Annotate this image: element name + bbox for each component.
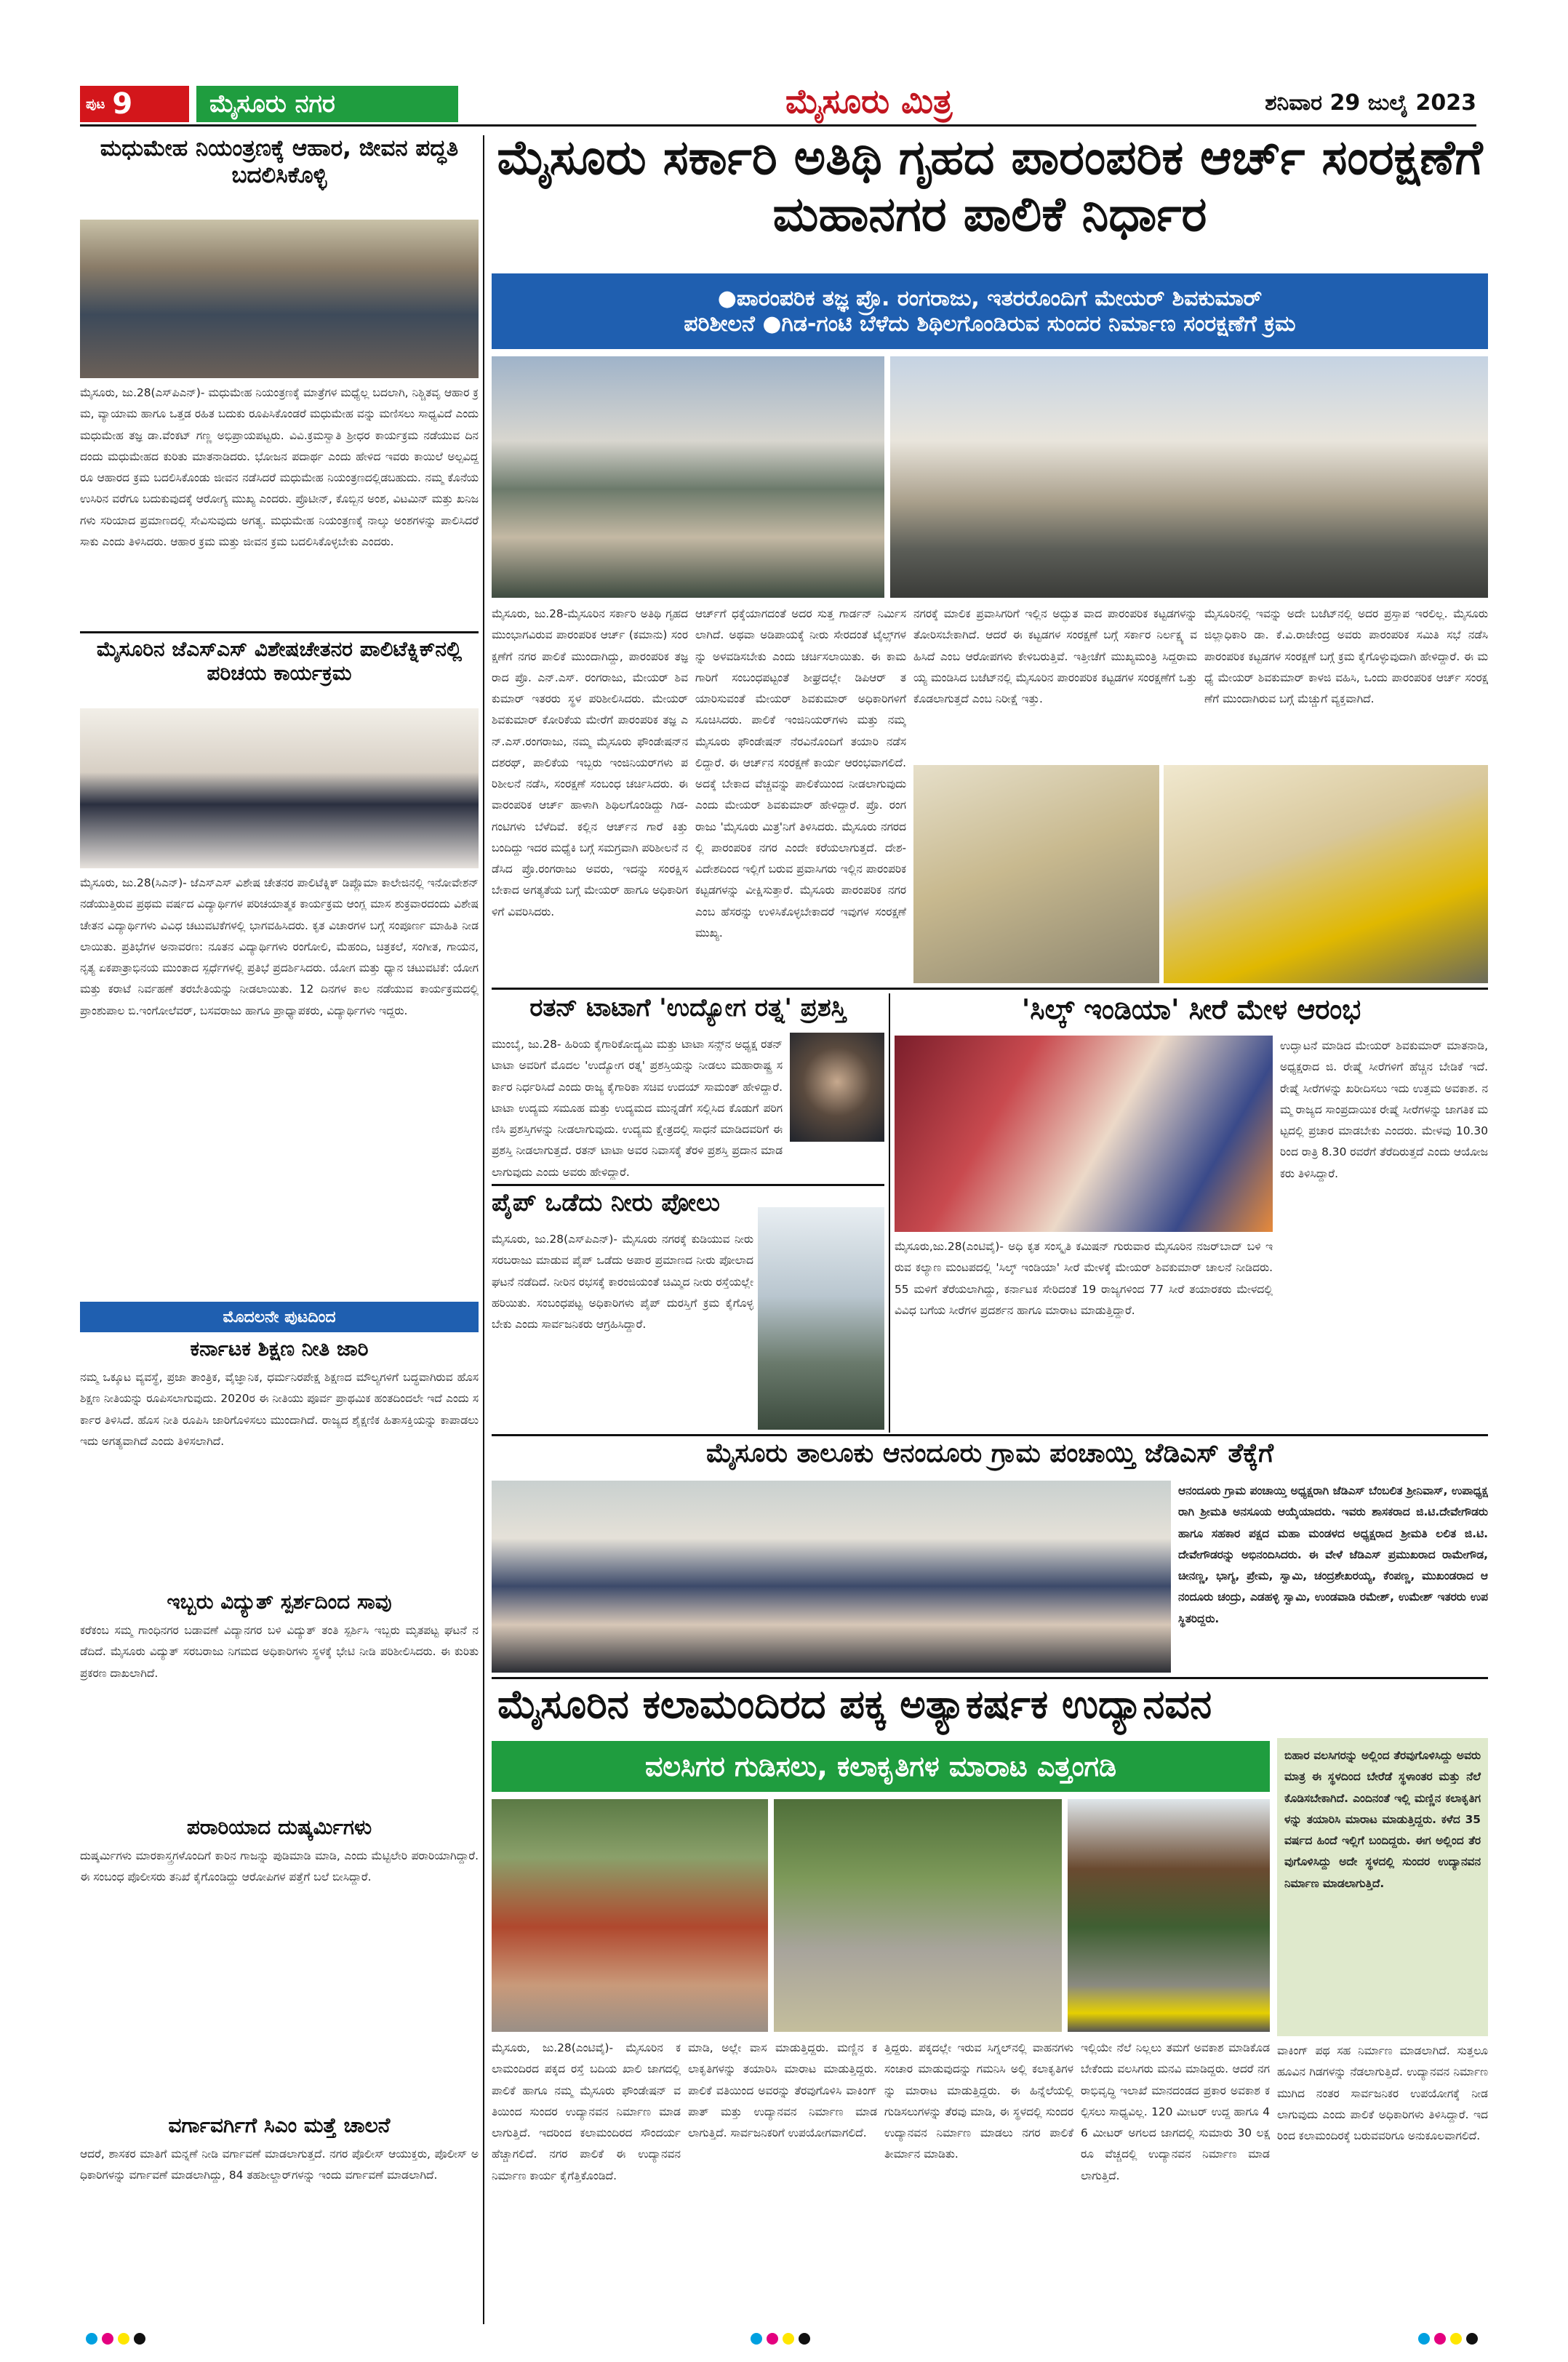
garden-body-col3: ತ್ತಿದ್ದರು. ಪಕ್ಕದಲ್ಲೇ ಇರುವ ಸಿಗ್ನಲ್‌ನಲ್ಲಿ ವಾಹನಗಳು ಸಂಚಾರ ಮಾಡುವುದನ್ನು ಗಮನಿಸಿ ಅಲ್ಲಿ ಕಲಾಕೃತಿಗಳನ್ನು ಮಾರಾಟ ಮಾಡುತ್ತಿದ್ದರು. ಈ ಹಿನ್ನೆಲೆಯಲ್ಲಿ ಗುಡಿಸಲುಗಳನ್ನು ತೆರವು ಮಾಡಿ, ಈ ಸ್ಥಳದಲ್ಲಿ ಸುಂದರ ಉದ್ಯಾನವನ ನಿರ್ಮಾಣ ಮಾಡಲು ನಗರ ಪಾಲಿಕೆ ತೀರ್ಮಾನ ಮಾಡಿತು.	[884, 2041, 1073, 2161]
lead-subhead-line-1: ●ಪಾರಂಪರಿಕ ತಜ್ಞ ಪ್ರೊ. ರಂಗರಾಜು, ಇತರರೊಂದಿಗೆ ಮೇಯರ್ ಶಿವಕುಮಾರ್	[717, 286, 1263, 311]
diabetes-photo	[80, 220, 479, 378]
tata-photo	[790, 1033, 884, 1142]
issue-date: ಶನಿವಾರ 29 ಜುಲೈ 2023	[1265, 90, 1476, 116]
lead-body-col1: ಮೈಸೂರು, ಜು.28-ಮೈಸೂರಿನ ಸರ್ಕಾರಿ ಅತಿಥಿ ಗೃಹದ ಮುಂಭಾಗವಿರುವ ಪಾರಂಪರಿಕ ಆರ್ಚ್ (ಕಮಾನು) ಸಂರಕ್ಷಣೆಗೆ ನಗರ ಪಾಲಿಕೆ ಮುಂದಾಗಿದ್ದು, ಪಾರಂಪರಿಕ ತಜ್ಞರಾದ ಪ್ರೊ. ಎನ್.ಎಸ್. ರಂಗರಾಜು, ಮೇಯರ್ ಶಿವಕುಮಾರ್ ಇತರರು ಸ್ಥಳ ಪರಿಶೀಲಿಸಿದರು. ಮೇಯರ್ ಶಿವಕುಮಾರ್ ಕೋರಿಕೆಯ ಮೇರೆಗೆ ಪಾರಂಪರಿಕ ತಜ್ಞ ಎನ್.ಎಸ್.ರಂಗರಾಜು, ನಮ್ಮ ಮೈಸೂರು ಫೌಂಡೇಷನ್‌ನ ದಶರಥ್, ಪಾಲಿಕೆಯ ಇಬ್ಬರು ಇಂಜಿನಿಯರ್‌ಗಳು ಪರಿಶೀಲನೆ ನಡೆಸಿ, ಸಂರಕ್ಷಣೆ ಸಂಬಂಧ ಚರ್ಚಿಸಿದರು. ಈ ವಾರಂಪರಿಕ ಆರ್ಚ್ ಹಾಳಾಗಿ ಶಿಥಿಲಗೊಂಡಿದ್ದು ಗಿಡ-ಗಂಟಿಗಳು ಬೆಳೆದಿವೆ. ಕಲ್ಲಿನ ಆರ್ಚ್‌ನ ಗಾರೆ ಕಿತ್ತು ಬಂದಿದ್ದು ಇದರ ಮಧ್ಯೆಕಿ ಬಗ್ಗೆ ಸಮಗ್ರವಾಗಿ ಪರಿಶೀಲನೆ ನಡೆಸಿದ ಪ್ರೊ.ರಂಗರಾಜು ಅವರು, ಇದನ್ನು ಸಂರಕ್ಷಿಸಬೇಕಾದ ಅಗತ್ಯತೆಯ ಬಗ್ಗೆ ಮೇಯರ್ ಹಾಗೂ ಅಧಿಕಾರಿಗಳಿಗೆ ವಿವರಿಸಿದರು.	[492, 607, 688, 918]
pipe-headline: ಪೈಪ್ ಒಡೆದು ನೀರು ಪೋಲು	[492, 1188, 720, 1217]
silk-photo	[895, 1036, 1273, 1232]
divider	[492, 1434, 1488, 1436]
yellow-dot	[118, 2333, 129, 2345]
lead-body-col4: ಮೈಸೂರಿನಲ್ಲಿ ಇವನ್ನು ಅದೇ ಬಜೆಟ್‌ನಲ್ಲಿ ಅದರ ಪ್ರಸ್ತಾಪ ಇರಲಿಲ್ಲ. ಮೈಸೂರು ಜಿಲ್ಲಾಧಿಕಾರಿ ಡಾ. ಕೆ.ವಿ.ರಾಜೇಂದ್ರ ಅವರು ಪಾರಂಪರಿಕ ಸಮಿತಿ ಸಭೆ ನಡೆಸಿ ಪಾರಂಪರಿಕ ಕಟ್ಟಡಗಳ ಸಂರಕ್ಷಣೆ ಬಗ್ಗೆ ಕ್ರಮ ಕೈಗೊಳ್ಳುವುದಾಗಿ ಹೇಳಿದ್ದಾರೆ. ಈ ಮಧ್ಯೆ ಮೇಯರ್ ಶಿವಕುಮಾರ್ ಕಾಳಜಿ ವಹಿಸಿ, ಒಂದು ಪಾರಂಪರಿಕ ಆರ್ಚ್ ಸಂರಕ್ಷಣೆಗೆ ಮುಂದಾಗಿರುವ ಬಗ್ಗೆ ಮೆಚ್ಚುಗೆ ವ್ಯಕ್ತವಾಗಿದೆ.	[1204, 607, 1488, 706]
jss-photo	[80, 708, 479, 868]
divider	[492, 1184, 884, 1186]
yellow-dot	[783, 2333, 794, 2345]
jds-photo	[492, 1481, 1171, 1673]
page-label: ಪುಟ	[86, 96, 105, 112]
lead-photo-arch	[890, 356, 1488, 598]
garden-headline: ಮೈಸೂರಿನ ಕಲಾಮಂದಿರದ ಪಕ್ಕ ಅತ್ಯಾಕರ್ಷಕ ಉದ್ಯಾನವನ	[497, 1681, 1212, 1727]
cyan-dot	[751, 2333, 762, 2345]
lead-body-col3: ನಗರಕ್ಕೆ ಮಾಲಿಕ ಪ್ರವಾಸಿಗರಿಗೆ ಇಲ್ಲಿನ ಅದ್ಭುತ ವಾದ ಪಾರಂಪರಿಕ ಕಟ್ಟಡಗಳನ್ನು ತೋರಿಸಬೇಕಾಗಿದೆ. ಆದರೆ ಈ ಕಟ್ಟಡಗಳ ಸಂರಕ್ಷಣೆ ಬಗ್ಗೆ ಸರ್ಕಾರ ನಿರ್ಲಕ್ಷ್ಯ ವಹಿಸಿದೆ ಎಂಬ ಆರೋಪಗಳು ಕೇಳಿಬರುತ್ತಿವೆ. ಇತ್ತೀಚೆಗೆ ಮುಖ್ಯಮಂತ್ರಿ ಸಿದ್ದರಾಮಯ್ಯ ಮಂಡಿಸಿದ ಬಜೆಟ್‌ನಲ್ಲಿ ಮೈಸೂರಿನ ಪಾರಂಪರಿಕ ಕಟ್ಟಡಗಳ ಸಂರಕ್ಷಣೆಗೆ ಒತ್ತು ಕೊಡಲಾಗುತ್ತದೆ ಎಂಬ ನಿರೀಕ್ಷೆ ಇತ್ತು.	[913, 607, 1197, 706]
cyan-dot	[86, 2333, 97, 2345]
pipe-body: ಮೈಸೂರು, ಜು.28(ಎಸ್‌ಪಿಎನ್)- ಮೈಸೂರು ನಗರಕ್ಕೆ ಕುಡಿಯುವ ನೀರು ಸರಬರಾಜು ಮಾಡುವ ಪೈಪ್ ಒಡೆದು ಅಪಾರ ಪ್ರಮಾಣದ ನೀರು ಪೋಲಾದ ಘಟನೆ ನಡೆದಿದೆ. ನೀರಿನ ರಭಸಕ್ಕೆ ಕಾರಂಜಿಯಂತೆ ಚಿಮ್ಮಿದ ನೀರು ರಸ್ತೆಯಲ್ಲೇ ಹರಿಯಿತು. ಸಂಬಂಧಪಟ್ಟ ಅಧಿಕಾರಿಗಳು ಪೈಪ್ ದುರಸ್ತಿಗೆ ಕ್ರಮ ಕೈಗೊಳ್ಳಬೇಕು ಎಂದು ಸಾರ್ವಜನಿಕರು ಆಗ್ರಹಿಸಿದ್ದಾರೆ.	[492, 1233, 753, 1332]
jss-body: ಮೈಸೂರು, ಜು.28(ಸಿಎನ್)- ಜೆಎಸ್‌ಎಸ್ ವಿಶೇಷ ಚೇತನರ ಪಾಲಿಟೆಕ್ನಿಕ್ ಡಿಪ್ಲೊಮಾ ಕಾಲೇಜಿನಲ್ಲಿ ಇನೋವೇಶನ್ ನಡೆಯುತ್ತಿರುವ ಪ್ರಥಮ ವರ್ಷದ ವಿದ್ಯಾರ್ಥಿಗಳ ಪರಿಚಯಾತ್ಮಕ ಕಾರ್ಯಕ್ರಮ ಆಂಗ್ಲ ಮಾಸ ಶುಕ್ರವಾರದಂದು ವಿಶೇಷ ಚೇತನ ವಿದ್ಯಾರ್ಥಿಗಳು ವಿವಿಧ ಚಟುವಟಿಕೆಗಳಲ್ಲಿ ಭಾಗವಹಿಸಿದರು. ಕೃತ ವಿಚಾರಗಳ ಬಗ್ಗೆ ಸಂಪೂರ್ಣ ಮಾಹಿತಿ ನೀಡಲಾಯಿತು. ಪ್ರತಿಭೆಗಳ ಅನಾವರಣ: ನೂತನ ವಿದ್ಯಾರ್ಥಿಗಳು ರಂಗೋಲಿ, ಮೆಹಂದಿ, ಚಿತ್ರಕಲೆ, ಸಂಗೀತ, ಗಾಯನ, ನೃತ್ಯ ಏಕಪಾತ್ರಾಭಿನಯ ಮುಂತಾದ ಸ್ಪರ್ಧೆಗಳಲ್ಲಿ ಪ್ರತಿಭೆ ಪ್ರದರ್ಶಿಸಿದರು. ಯೋಗ ಮತ್ತು ಧ್ಯಾನ ಚಟುವಟಿಕೆ: ಯೋಗ ಮತ್ತು ಕರಾಟೆ ನಿರ್ವಹಣೆ ತರಬೇತಿಯನ್ನು ನೀಡಲಾಯಿತು. 12 ದಿನಗಳ ಕಾಲ ನಡೆಯುವ ಕಾರ್ಯಕ್ರಮದಲ್ಲಿ ಪ್ರಾಂಶುಪಾಲ ಬಿ.ಇಂಗೋಲೆವರ್, ಬಸವರಾಜು ಹಾಗೂ ಪ್ರಾಧ್ಯಾಪಕರು, ವಿದ್ಯಾರ್ಥಿಗಳು ಇದ್ದರು.	[80, 876, 479, 1017]
lead-photo-wall	[913, 765, 1159, 983]
black-dot	[134, 2333, 145, 2345]
jds-caption: ಆನಂದೂರು ಗ್ರಾಮ ಪಂಚಾಯ್ತಿ ಅಧ್ಯಕ್ಷರಾಗಿ ಜೆಡಿಎಸ್ ಬೆಂಬಲಿತ ಶ್ರೀನಿವಾಸ್, ಉಪಾಧ್ಯಕ್ಷರಾಗಿ ಶ್ರೀಮತಿ ಅನಸೂಯ ಆಯ್ಕೆಯಾದರು. ಇವರು ಶಾಸಕರಾದ ಜಿ.ಟಿ.ದೇವೇಗೌಡರು ಹಾಗೂ ಸಹಕಾರ ಪಕ್ಷದ ಮಹಾ ಮಂಡಳದ ಅಧ್ಯಕ್ಷರಾದ ಶ್ರೀಮತಿ ಲಲಿತ ಜಿ.ಟಿ.ದೇವೇಗೌಡರನ್ನು ಅಭಿನಂದಿಸಿದರು. ಈ ವೇಳೆ ಜೆಡಿಎಸ್ ಪ್ರಮುಖರಾದ ರಾಮೇಗೌಡ, ಚೀನಣ್ಣ, ಭಾಗ್ಯ, ಪ್ರೇಮ, ಸ್ವಾಮಿ, ಚಂದ್ರಶೇಖರಯ್ಯ, ಕೆಂಪಣ್ಣ, ಮುಖಂಡರಾದ ಆನಂದೂರು ಚಂದ್ರು, ಎಡಹಳ್ಳಿ ಸ್ವಾಮಿ, ಉಂಡವಾಡಿ ರಮೇಶ್, ಉಮೇಶ್ ಇತರರು ಉಪಸ್ಥಿತರಿದ್ದರು.	[1178, 1484, 1488, 1625]
magenta-dot	[767, 2333, 778, 2345]
lead-headline: ಮೈಸೂರು ಸರ್ಕಾರಿ ಅತಿಥಿ ಗೃಹದ ಪಾರಂಪರಿಕ ಆರ್ಚ್ ಸಂರಕ್ಷಣೆಗೆ ಮಹಾನಗರ ಪಾಲಿಕೆ ನಿರ್ಧಾರ	[497, 129, 1483, 242]
garden-body-col1: ಮೈಸೂರು, ಜು.28(ಎಂಟಿವೈ)- ಮೈಸೂರಿನ ಕಲಾಮಂದಿರದ ಪಕ್ಕದ ರಸ್ತೆ ಬದಿಯ ಖಾಲಿ ಜಾಗದಲ್ಲಿ ಪಾಲಿಕೆ ಹಾಗೂ ನಮ್ಮ ಮೈಸೂರು ಫೌಂಡೇಷನ್ ವತಿಯಿಂದ ಸುಂದರ ಉದ್ಯಾನವನ ನಿರ್ಮಾಣ ಮಾಡಲಾಗುತ್ತಿದೆ. ಇದರಿಂದ ಕಲಾಮಂದಿರದ ಸೌಂದರ್ಯ ಹೆಚ್ಚಾಗಲಿದೆ. ನಗರ ಪಾಲಿಕೆ ಈ ಉದ್ಯಾನವನ ನಿರ್ಮಾಣ ಕಾರ್ಯ ಕೈಗೆತ್ತಿಕೊಂಡಿದೆ.	[492, 2041, 681, 2182]
black-dot	[1466, 2333, 1478, 2345]
education-body: ನಮ್ಮ ಒಕ್ಕೂಟ ವ್ಯವಸ್ಥೆ, ಪ್ರಜಾ ತಾಂತ್ರಿಕ, ವೈಜ್ಞಾನಿಕ, ಧರ್ಮನಿರಪೇಕ್ಷ ಶಿಕ್ಷಣದ ಮೌಲ್ಯಗಳಿಗೆ ಬದ್ಧವಾಗಿರುವ ಹೊಸ ಶಿಕ್ಷಣ ನೀತಿಯನ್ನು ರೂಪಿಸಲಾಗುವುದು. 2020ರ ಈ ನೀತಿಯು ಪೂರ್ವ ಪ್ರಾಥಮಿಕ ಹಂತದಿಂದಲೇ ಇದೆ ಎಂದು ಸರ್ಕಾರ ತಿಳಿಸಿದೆ. ಹೊಸ ನೀತಿ ರೂಪಿಸಿ ಜಾರಿಗೊಳಿಸಲು ಮುಂದಾಗಿದೆ. ರಾಜ್ಯದ ಶೈಕ್ಷಣಿಕ ಹಿತಾಸಕ್ತಿಯನ್ನು ಕಾಪಾಡಲು ಇದು ಅಗತ್ಯವಾಗಿದೆ ಎಂದು ತಿಳಿಸಲಾಗಿದೆ.	[80, 1371, 479, 1448]
tata-headline: ರತನ್ ಟಾಟಾಗೆ 'ಉದ್ಯೋಗ ರತ್ನ' ಪ್ರಶಸ್ತಿ	[529, 993, 847, 1022]
continued-banner: ಮೊದಲನೇ ಪುಟದಿಂದ	[80, 1302, 479, 1332]
black-dot	[799, 2333, 810, 2345]
silk-body-1: ಮೈಸೂರು,ಜು.28(ಎಂಟಿವೈ)- ಅಧಿ ಕೃತ ಸಂಸ್ಕೃತಿ ಕಮಿಷನ್ ಗುರುವಾರ ಮೈಸೂರಿನ ನಜರ್‌ಬಾದ್ ಬಳಿ ಇರುವ ಕಲ್ಯಾಣ ಮಂಟಪದಲ್ಲಿ 'ಸಿಲ್ಕ್ ಇಂಡಿಯಾ' ಸೀರೆ ಮೇಳಕ್ಕೆ ಮೇಯರ್ ಶಿವಕುಮಾರ್ ಚಾಲನೆ ನೀಡಿದರು. 55 ಮಳಿಗೆ ತೆರೆಯಲಾಗಿದ್ದು, ಕರ್ನಾಟಕ ಸೇರಿದಂತೆ 19 ರಾಜ್ಯಗಳಿಂದ 77 ಸೀರೆ ತಯಾರಕರು ಮೇಳದಲ್ಲಿ ವಿವಿಧ ಬಗೆಯ ಸೀರೆಗಳ ಪ್ರದರ್ಶನ ಹಾಗೂ ಮಾರಾಟ ಮಾಡುತ್ತಿದ್ದಾರೆ.	[895, 1240, 1273, 1317]
education-headline: ಕರ್ನಾಟಕ ಶಿಕ್ಷಣ ನೀತಿ ಜಾರಿ	[190, 1337, 369, 1361]
column-rule	[889, 993, 890, 1433]
divider	[492, 988, 1488, 990]
cyan-dot	[1418, 2333, 1430, 2345]
cmyk-marks-left	[86, 2333, 150, 2347]
paper-name: ಮೈಸೂರು ಮಿತ್ರ	[785, 81, 953, 121]
garden-body-col5: ವಾಕಿಂಗ್ ಪಥ ಸಹ ನಿರ್ಮಾಣ ಮಾಡಲಾಗಿದೆ. ಸುತ್ತಲೂ ಹೂವಿನ ಗಿಡಗಳನ್ನು ನೆಡಲಾಗುತ್ತಿದೆ. ಉದ್ಯಾನವನ ನಿರ್ಮಾಣ ಮುಗಿದ ನಂತರ ಸಾರ್ವಜನಿಕರ ಉಪಯೋಗಕ್ಕೆ ನೀಡಲಾಗುವುದು ಎಂದು ಪಾಲಿಕೆ ಅಧಿಕಾರಿಗಳು ತಿಳಿಸಿದ್ದಾರೆ. ಇದರಿಂದ ಕಲಾಮಂದಿರಕ್ಕೆ ಬರುವವರಿಗೂ ಅನುಕೂಲವಾಗಲಿದೆ.	[1277, 2044, 1488, 2143]
section-name: ಮೈಸೂರು ನಗರ	[196, 86, 458, 122]
magenta-dot	[1434, 2333, 1446, 2345]
garden-body-col4: ಇಲ್ಲಿಯೇ ನೆಲೆ ನಿಲ್ಲಲು ತಮಗೆ ಅವಕಾಶ ಮಾಡಿಕೊಡಬೇಕೆಂದು ವಲಸಿಗರು ಮನವಿ ಮಾಡಿದ್ದರು. ಆದರೆ ನಗರಾಭಿವೃದ್ಧಿ ಇಲಾಖೆ ಮಾನದಂಡದ ಪ್ರಕಾರ ಅವಕಾಶ ಕಲ್ಪಿಸಲು ಸಾಧ್ಯವಿಲ್ಲ. 120 ಮೀಟರ್ ಉದ್ದ ಹಾಗೂ 46 ಮೀಟರ್ ಅಗಲದ ಜಾಗದಲ್ಲಿ ಸುಮಾರು 30 ಲಕ್ಷ ರೂ ವೆಚ್ಚದಲ್ಲಿ ಉದ್ಯಾನವನ ನಿರ್ಮಾಣ ಮಾಡಲಾಗುತ್ತಿದೆ.	[1081, 2041, 1270, 2182]
cmyk-marks-right	[1418, 2333, 1482, 2347]
yellow-dot	[1450, 2333, 1462, 2345]
page-number: 9	[112, 87, 133, 121]
tata-body: ಮುಂಬೈ, ಜು.28- ಹಿರಿಯ ಕೈಗಾರಿಕೋದ್ಯಮಿ ಮತ್ತು ಟಾಟಾ ಸನ್ಸ್‌ನ ಅಧ್ಯಕ್ಷ ರತನ್ ಟಾಟಾ ಅವರಿಗೆ ಮೊದಲ 'ಉದ್ಯೋಗ ರತ್ನ' ಪ್ರಶಸ್ತಿಯನ್ನು ನೀಡಲು ಮಹಾರಾಷ್ಟ್ರ ಸರ್ಕಾರ ನಿರ್ಧರಿಸಿದೆ ಎಂದು ರಾಜ್ಯ ಕೈಗಾರಿಕಾ ಸಚಿವ ಉದಯ್ ಸಾಮಂತ್ ಹೇಳಿದ್ದಾರೆ. ಟಾಟಾ ಉದ್ಯಮ ಸಮೂಹ ಮತ್ತು ಉದ್ಯಮದ ಮುನ್ನಡೆಗೆ ಸಲ್ಲಿಸಿದ ಕೊಡುಗೆ ಪರಿಗಣಿಸಿ ಪ್ರಶಸ್ತಿಗಳನ್ನು ನೀಡಲಾಗುವುದು. ಉದ್ಯಮ ಕ್ಷೇತ್ರದಲ್ಲಿ ಸಾಧನೆ ಮಾಡಿದವರಿಗೆ ಈ ಪ್ರಶಸ್ತಿ ನೀಡಲಾಗುತ್ತದೆ. ರತನ್ ಟಾಟಾ ಅವರ ನಿವಾಸಕ್ಕೆ ತೆರಳಿ ಪ್ರಶಸ್ತಿ ಪ್ರದಾನ ಮಾಡಲಾಗುವುದು ಎಂದು ಅವರು ಹೇಳಿದ್ದಾರೆ.	[492, 1038, 783, 1179]
cmyk-marks-center	[751, 2333, 815, 2347]
garden-photo-entrance	[1068, 1799, 1270, 2032]
garden-sidebar: ಬಿಹಾರ ವಲಸಿಗರನ್ನು ಅಲ್ಲಿಂದ ತೆರವುಗೊಳಿಸಿದ್ದು ಅವರು ಮಾತ್ರ ಈ ಸ್ಥಳದಿಂದ ಬೇರೆಡೆ ಸ್ಥಳಾಂತರ ಮತ್ತು ನೆಲೆ ಕೊಡಿಸಬೇಕಾಗಿದೆ. ಎಂದಿನಂತೆ ಇಲ್ಲಿ ಮಣ್ಣಿನ ಕಲಾಕೃತಿಗಳನ್ನು ತಯಾರಿಸಿ ಮಾರಾಟ ಮಾಡುತ್ತಿದ್ದರು. ಕಳೆದ 35 ವರ್ಷದ ಹಿಂದೆ ಇಲ್ಲಿಗೆ ಬಂದಿದ್ದರು. ಈಗ ಅಲ್ಲಿಂದ ತೆರವುಗೊಳಿಸಿದ್ದು ಅದೇ ಸ್ಥಳದಲ್ಲಿ ಸುಂದರ ಉದ್ಯಾನವನ ನಿರ್ಮಾಣ ಮಾಡಲಾಗುತ್ತಿದೆ.	[1277, 1738, 1488, 2036]
column-rule	[483, 135, 484, 2324]
garden-body-col2: ಮಾಡಿ, ಅಲ್ಲೇ ವಾಸ ಮಾಡುತ್ತಿದ್ದರು. ಮಣ್ಣಿನ ಕಲಾಕೃತಿಗಳನ್ನು ತಯಾರಿಸಿ ಮಾರಾಟ ಮಾಡುತ್ತಿದ್ದರು. ಪಾಲಿಕೆ ವತಿಯಿಂದ ಅವರನ್ನು ತೆರವುಗೊಳಿಸಿ ವಾಕಿಂಗ್ ಪಾತ್ ಮತ್ತು ಉದ್ಯಾನವನ ನಿರ್ಮಾಣ ಮಾಡಲಾಗುತ್ತಿದೆ. ಸಾರ್ವಜನಿಕರಿಗೆ ಉಪಯೋಗವಾಗಲಿದೆ.	[688, 2041, 877, 2140]
silk-headline: 'ಸಿಲ್ಕ್ ಇಂಡಿಯಾ' ಸೀರೆ ಮೇಳ ಆರಂಭ	[1021, 993, 1361, 1025]
magenta-dot	[102, 2333, 113, 2345]
lead-photo-inspection	[492, 356, 884, 598]
transfer-body: ಆದರೆ, ಶಾಸಕರ ಮಾತಿಗೆ ಮನ್ನಣೆ ನೀಡಿ ವರ್ಗಾವಣೆ ಮಾಡಲಾಗುತ್ತದೆ. ನಗರ ಪೊಲೀಸ್ ಆಯುಕ್ತರು, ಪೊಲೀಸ್ ಅಧಿಕಾರಿಗಳನ್ನು ವರ್ಗಾವಣೆ ಮಾಡಲಾಗಿದ್ದು, 84 ತಹಶೀಲ್ದಾರ್‌ಗಳನ್ನು ಇಂದು ವರ್ಗಾವಣೆ ಮಾಡಲಾಗಿದೆ.	[80, 2147, 479, 2182]
jds-headline: ಮೈಸೂರು ತಾಲೂಕು ಆನಂದೂರು ಗ್ರಾಮ ಪಂಚಾಯ್ತಿ ಜೆಡಿಎಸ್ ತೆಕ್ಕೆಗೆ	[705, 1438, 1274, 1468]
jss-headline: ಮೈಸೂರಿನ ಜೆಎಸ್‌ಎಸ್ ವಿಶೇಷಚೇತನರ ಪಾಲಿಟೆಕ್ನಿಕ್‌ನಲ್ಲಿ ಪರಿಚಯ ಕಾರ್ಯಕ್ರಮ	[96, 637, 463, 686]
lead-body-col2: ಆರ್ಚ್‌ಗೆ ಧಕ್ಕೆಯಾಗದಂತೆ ಅದರ ಸುತ್ತ ಗಾರ್ಡನ್ ನಿರ್ಮಿಸಲಾಗಿದೆ. ಅಥವಾ ಅಡಿಪಾಯಕ್ಕೆ ನೀರು ಸೇರದಂತೆ ಟೈಲ್ಸ್‌ಗಳನ್ನು ಅಳವಡಿಸಬೇಕು ಎಂದು ಚರ್ಚಿಸಲಾಯಿತು. ಈ ಕಾಮಗಾರಿಗೆ ಸಂಬಂಧಪಟ್ಟಂತೆ ಶೀಘ್ರದಲ್ಲೇ ಡಿಪಿಆರ್ ತಯಾರಿಸುವಂತೆ ಮೇಯರ್ ಶಿವಕುಮಾರ್ ಅಧಿಕಾರಿಗಳಿಗೆ ಸೂಚಿಸಿದರು. ಪಾಲಿಕೆ ಇಂಜಿನಿಯರ್‌ಗಳು ಮತ್ತು ನಮ್ಮ ಮೈಸೂರು ಫೌಂಡೇಷನ್ ನೆರವಿನೊಂದಿಗೆ ತಯಾರಿ ನಡೆಸಲಿದ್ದಾರೆ. ಈ ಆರ್ಚ್‌ನ ಸಂರಕ್ಷಣೆ ಕಾರ್ಯ ಆರಂಭವಾಗಲಿದೆ. ಅದಕ್ಕೆ ಬೇಕಾದ ವೆಚ್ಚವನ್ನು ಪಾಲಿಕೆಯಿಂದ ನೀಡಲಾಗುವುದು ಎಂದು ಮೇಯರ್ ಶಿವಕುಮಾರ್ ಹೇಳಿದ್ದಾರೆ. ಪ್ರೊ. ರಂಗರಾಜು 'ಮೈಸೂರು ಮಿತ್ರ'ನಿಗೆ ತಿಳಿಸಿದರು. ಮೈಸೂರು ನಗರದಲ್ಲಿ ಪಾರಂಪರಿಕ ನಗರ ಎಂದೇ ಕರೆಯಲಾಗುತ್ತದೆ. ದೇಶ-ವಿದೇಶದಿಂದ ಇಲ್ಲಿಗೆ ಬರುವ ಪ್ರವಾಸಿಗರು ಇಲ್ಲಿನ ಪಾರಂಪರಿಕ ಕಟ್ಟಡಗಳನ್ನು ವೀಕ್ಷಿಸುತ್ತಾರೆ. ಮೈಸೂರು ಪಾರಂಪರಿಕ ನಗರ ಎಂಬ ಹೆಸರನ್ನು ಉಳಿಸಿಕೊಳ್ಳಬೇಕಾದರೆ ಇವುಗಳ ಸಂರಕ್ಷಣೆ ಮುಖ್ಯ.	[695, 607, 906, 940]
divider	[492, 1677, 1488, 1679]
diabetes-headline: ಮಧುಮೇಹ ನಿಯಂತ್ರಣಕ್ಕೆ ಆಹಾರ, ಜೀವನ ಪದ್ಧತಿ ಬದಲಿಸಿಕೊಳ್ಳಿ	[100, 135, 459, 188]
electric-headline: ಇಬ್ಬರು ವಿದ್ಯುತ್ ಸ್ಪರ್ಶದಿಂದ ಸಾವು	[167, 1590, 392, 1614]
missing-body: ದುಷ್ಕರ್ಮಿಗಳು ಮಾರಕಾಸ್ತ್ರಗಳೊಂದಿಗೆ ಕಾರಿನ ಗಾಜನ್ನು ಪುಡಿಮಾಡಿ ಮಾಡಿ, ಎಂದು ಮೆಟ್ಟಿಲೇರಿ ಪರಾರಿಯಾಗಿದ್ದಾರೆ. ಈ ಸಂಬಂಧ ಪೊಲೀಸರು ತನಿಖೆ ಕೈಗೊಂಡಿದ್ದು ಆರೋಪಿಗಳ ಪತ್ತೆಗೆ ಬಲೆ ಬೀಸಿದ್ದಾರೆ.	[80, 1849, 479, 1884]
transfer-headline: ವರ್ಗಾವರ್ಗಿಗೆ ಸಿಎಂ ಮತ್ತೆ ಚಾಲನೆ	[168, 2113, 391, 2137]
lead-photo-damage	[1164, 765, 1488, 983]
divider	[80, 631, 479, 633]
lead-subhead-line-2: ಪರಿಶೀಲನೆ ●ಗಿಡ-ಗಂಟಿ ಬೆಳೆದು ಶಿಥಿಲಗೊಂಡಿರುವ ಸುಂದರ ನಿರ್ಮಾಣ ಸಂರಕ್ಷಣೆಗೆ ಕ್ರಮ	[684, 311, 1296, 337]
diabetes-body: ಮೈಸೂರು, ಜು.28(ಎಸ್‌ಪಿಎನ್)- ಮಧುಮೇಹ ನಿಯಂತ್ರಣಕ್ಕೆ ಮಾತ್ರೆಗಳ ಮಧ್ಯೆಲ್ಲ ಬದಲಾಗಿ, ನಿಶ್ಚಿತವೃ ಆಹಾರ ಕ್ರಮ, ವ್ಯಾಯಾಮ ಹಾಗೂ ಒತ್ತಡ ರಹಿತ ಬದುಕು ರೂಪಿಸಿಕೊಂಡರೆ ಮಧುಮೇಹ ವನ್ನು ಮಣಿಸಲು ಸಾಧ್ಯವಿದೆ ಎಂದು ಮಧುಮೇಹ ತಜ್ಞ ಡಾ.ವೆಂಕಟ್ ಗಣ್ಣ ಅಭಿಪ್ರಾಯಪಟ್ಟರು. ವಿವಿ.ಕ್ರಮಸ್ವಾತಿ ಶ್ರೀಧರ ಕಾರ್ಯಕ್ರಮ ನಡೆಯುವ ದಿನದಂದು ಮಧುಮೇಹದ ಕುರಿತು ಮಾತನಾಡಿದರು. ಭೋಜನ ಪದಾರ್ಥ ಎಂದು ಹೇಳಿದ ಇವರು ಕಾಯಿಲೆ ಅಲ್ಪವಿದ್ದರೂ ಆಹಾರದ ಕ್ರಮ ಬದಲಿಸಿಕೊಂಡು ಜೀವನ ನಡೆಸಿದರೆ ಮಧುಮೇಹ ನಿಯಂತ್ರಣದಲ್ಲಿಡಬಹುದು. ನಮ್ಮ ಕೊನೆಯ ಉಸಿರಿನ ವರೆಗೂ ಬದುಕುವುದಕ್ಕೆ ಆರೋಗ್ಯ ಮುಖ್ಯ ಎಂದರು. ಪ್ರೊಟೀನ್, ಕೊಬ್ಬಿನ ಅಂಶ, ವಿಟಮಿನ್ ಮತ್ತು ಖನಿಜಗಳು ಸರಿಯಾದ ಪ್ರಮಾಣದಲ್ಲಿ ಸೇವಿಸುವುದು ಅಗತ್ಯ. ಮಧುಮೇಹ ನಿಯಂತ್ರಣಕ್ಕೆ ನಾಲ್ಕು ಅಂಶಗಳನ್ನು ಪಾಲಿಸಿದರೆ ಸಾಕು ಎಂದು ತಿಳಿಸಿದರು. ಆಹಾರ ಕ್ರಮ ಮತ್ತು ಜೀವನ ಕ್ರಮ ಬದಲಿಸಿಕೊಳ್ಳಬೇಕು ಎಂದರು.	[80, 386, 479, 548]
missing-headline: ಪರಾರಿಯಾದ ದುಷ್ಕರ್ಮಿಗಳು	[186, 1815, 372, 1839]
lead-subhead	[492, 273, 1488, 349]
pipe-photo	[758, 1207, 884, 1430]
silk-body-2: ಉದ್ಘಾಟನೆ ಮಾಡಿದ ಮೇಯರ್ ಶಿವಕುಮಾರ್ ಮಾತನಾಡಿ, ಅಧ್ಯಕ್ಷರಾದ ಜಿ. ರೇಷ್ಮೆ ಸೀರೆಗಳಿಗೆ ಹೆಚ್ಚಿನ ಬೇಡಿಕೆ ಇದೆ. ರೇಷ್ಮೆ ಸೀರೆಗಳನ್ನು ಖರೀದಿಸಲು ಇದು ಉತ್ತಮ ಅವಕಾಶ. ನಮ್ಮ ರಾಜ್ಯದ ಸಾಂಪ್ರದಾಯಿಕ ರೇಷ್ಮೆ ಸೀರೆಗಳನ್ನು ಜಾಗತಿಕ ಮಟ್ಟದಲ್ಲಿ ಪ್ರಚಾರ ಮಾಡಬೇಕು ಎಂದರು. ಮೇಳವು 10.30 ರಿಂದ ರಾತ್ರಿ 8.30 ರವರೆಗೆ ತೆರೆದಿರುತ್ತದೆ ಎಂದು ಆಯೋಜಕರು ತಿಳಿಸಿದ್ದಾರೆ.	[1280, 1039, 1488, 1180]
page-badge	[80, 86, 189, 122]
garden-photo-road	[774, 1799, 1062, 2032]
garden-subhead: ವಲಸಿಗರ ಗುಡಿಸಲು, ಕಲಾಕೃತಿಗಳ ಮಾರಾಟ ಎತ್ತಂಗಡಿ	[492, 1741, 1270, 1792]
electric-body: ಕರೆಕಂಬ ಸಮ್ಮ ಗಾಂಧಿನಗರ ಬಡಾವಣೆ ವಿದ್ಯಾನಗರ ಬಳಿ ವಿದ್ಯುತ್ ತಂತಿ ಸ್ಪರ್ಶಿಸಿ ಇಬ್ಬರು ಮೃತಪಟ್ಟ ಘಟನೆ ನಡೆದಿದೆ. ಮೈಸೂರು ವಿದ್ಯುತ್ ಸರಬರಾಜು ನಿಗಮದ ಅಧಿಕಾರಿಗಳು ಸ್ಥಳಕ್ಕೆ ಭೇಟಿ ನೀಡಿ ಪರಿಶೀಲಿಸಿದರು. ಈ ಕುರಿತು ಪ್ರಕರಣ ದಾಖಲಾಗಿದೆ.	[80, 1624, 479, 1680]
garden-photo-path	[492, 1799, 768, 2032]
